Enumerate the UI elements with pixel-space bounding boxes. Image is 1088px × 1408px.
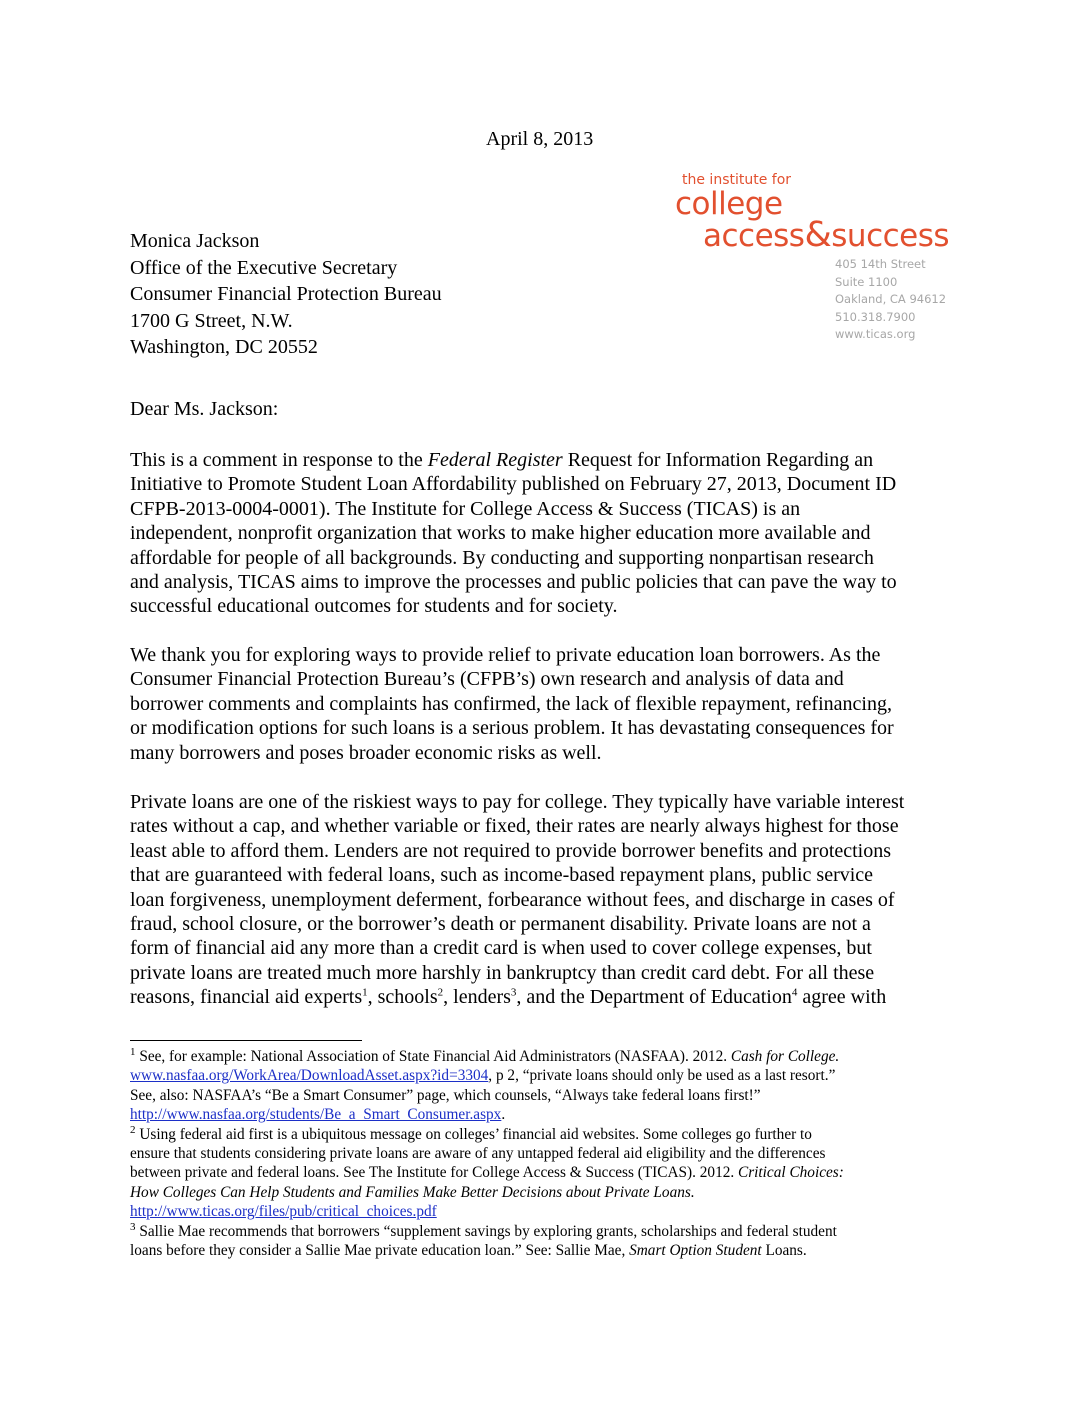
nasfaa-smart-consumer-link[interactable]: http://www.nasfaa.org/students/Be_a_Smart_Consumer.aspx	[130, 1106, 502, 1124]
paragraph-line: We thank you for exploring ways to provide relief to private education loan borrowers. As the	[130, 644, 881, 666]
recipient-block	[130, 228, 442, 361]
logo-address	[835, 256, 962, 344]
cash-for-college-title: Cash for College.	[730, 1048, 840, 1065]
recipient-street: 1700 G Street, N.W.	[130, 309, 293, 332]
recipient-org: Consumer Financial Protection Bureau	[130, 283, 442, 305]
paragraph-line: or modification options for such loans is a serious problem. It has devastating consequences for	[130, 717, 894, 740]
text-run: Using federal aid first is a ubiquitous message on colleges’ financial aid websites. Some colleges go further to	[135, 1125, 812, 1143]
text-run: reasons, financial aid experts	[130, 986, 363, 1009]
paragraph-line: successful educational outcomes for students and for society.	[130, 595, 618, 618]
logo-access-word: access	[703, 218, 805, 254]
footnote-3-line	[130, 1222, 960, 1241]
paragraph-line: Consumer Financial Protection Bureau’s (CFPB’s) own research and analysis of data and	[130, 668, 844, 691]
paragraph-line: loan forgiveness, unemployment deferment, forbearance without fees, and discharge in cases of	[130, 888, 895, 911]
footnote-2-line	[130, 1183, 960, 1202]
paragraph-line: least able to afford them. Lenders are not required to provide borrower benefits and protections	[130, 839, 892, 862]
footnotes	[130, 1047, 960, 1260]
text-run: Request for Information Regarding an	[562, 449, 874, 471]
paragraph-line: form of financial aid any more than a credit card is when used to cover college expenses, but	[130, 937, 872, 960]
nasfaa-download-link[interactable]: www.nasfaa.org/WorkArea/DownloadAsset.aspx?id=3304	[130, 1067, 489, 1085]
recipient-city: Washington, DC 20552	[130, 336, 318, 358]
paragraph-line: fraud, school closure, or the borrower’s death or permanent disability. Private loans are not a	[130, 913, 871, 936]
footnote-2-line	[130, 1125, 960, 1144]
address-suite: Suite 1100	[835, 274, 898, 289]
paragraph-2	[130, 643, 956, 765]
footnote-1-line	[130, 1047, 960, 1066]
paragraph-3	[130, 790, 956, 1010]
footnote-2-line: ensure that students considering private loans are aware of any untapped federal aid eligibility and the differences	[130, 1145, 826, 1163]
text-run: loans before they consider a Sallie Mae private education loan.” See: Sallie Mae,	[130, 1242, 630, 1260]
letter-date: April 8, 2013	[486, 128, 594, 150]
footnote-1-line: See, also: NASFAA’s “Be a Smart Consumer” page, which counsels, “Always take federal loans first!”	[130, 1086, 761, 1104]
salutation: Dear Ms. Jackson:	[130, 398, 279, 420]
paragraph-line: rates without a cap, and whether variable or fixed, their rates are nearly always highest for those	[130, 815, 899, 838]
federal-register-title: Federal Register	[427, 449, 563, 471]
paragraph-line: private loans are treated much more harshly in bankruptcy than credit card debt. For all these	[130, 961, 875, 984]
paragraph-line: CFPB-2013-0004-0001). The Institute for College Access & Success (TICAS) is an	[130, 497, 801, 520]
paragraph-line: borrower comments and complaints has confirmed, the lack of flexible repayment, refinancing,	[130, 692, 892, 715]
footnote-ref-3[interactable]: 3	[510, 986, 517, 999]
paragraph-line	[130, 985, 956, 1009]
critical-choices-subtitle: How Colleges Can Help Students and Families Make Better Decisions about Private Loans.	[130, 1183, 695, 1201]
text-run: Sallie Mae recommends that borrowers “supplement savings by exploring grants, scholarships and federal student	[135, 1222, 837, 1240]
footnote-2-line	[130, 1202, 960, 1221]
footnote-3-line	[130, 1241, 960, 1260]
address-city: Oakland, CA 94612	[835, 292, 947, 306]
ticas-critical-choices-link[interactable]: http://www.ticas.org/files/pub/critical_choices.pdf	[130, 1203, 437, 1221]
paragraph-line: and analysis, TICAS aims to improve the processes and public policies that can pave the way to	[130, 571, 897, 594]
text-run: agree with	[797, 986, 887, 1009]
smart-option-title: Smart Option Student	[629, 1242, 762, 1260]
paragraph-line: Private loans are one of the riskiest ways to pay for college. They typically have variable interest	[130, 791, 905, 813]
ticas-logo	[672, 172, 962, 344]
paragraph-line	[130, 448, 956, 472]
footnote-number-3: 3	[130, 1220, 136, 1233]
recipient-name: Monica Jackson	[130, 230, 260, 252]
text-run: , and the Department of Education	[516, 986, 792, 1009]
text-run: , p 2, “private loans should only be used as a last resort.”	[488, 1067, 836, 1085]
text-run: , lenders	[443, 986, 511, 1009]
address-phone: 510.318.7900	[835, 309, 916, 324]
paragraph-line: independent, nonprofit organization that works to make higher education more available and	[130, 522, 871, 545]
footnote-ref-1[interactable]: 1	[362, 986, 368, 999]
critical-choices-title: Critical Choices:	[738, 1164, 844, 1182]
logo-success-word: success	[831, 218, 950, 254]
recipient-office: Office of the Executive Secretary	[130, 256, 398, 279]
footnote-ref-2[interactable]: 2	[437, 986, 444, 999]
logo-ampersand: &	[804, 215, 832, 255]
footnote-2-line	[130, 1163, 960, 1182]
text-run: .	[501, 1106, 506, 1124]
footnote-number-2: 2	[130, 1123, 136, 1136]
footnote-divider	[130, 1040, 362, 1041]
text-run: , schools	[367, 986, 438, 1009]
text-run: Loans.	[761, 1242, 807, 1260]
logo-tagline: the institute for	[682, 172, 792, 188]
paragraph-line: that are guaranteed with federal loans, such as income-based repayment plans, public service	[130, 864, 874, 887]
text-run: between private and federal loans. See The Institute for College Access & Success (TICAS). 2012.	[130, 1164, 739, 1182]
address-street: 405 14th Street	[835, 257, 926, 271]
footnote-ref-4[interactable]: 4	[791, 986, 798, 999]
paragraph-line: affordable for people of all backgrounds. By conducting and supporting nonpartisan research	[130, 546, 874, 569]
logo-college: college	[675, 186, 783, 222]
address-website: www.ticas.org	[835, 327, 916, 341]
text-run: This is a comment in response to the	[130, 449, 428, 471]
paragraph-line: Initiative to Promote Student Loan Affordability published on February 27, 2013, Document ID	[130, 473, 897, 496]
footnote-1-line	[130, 1066, 960, 1085]
logo-access-success	[703, 215, 962, 255]
footnote-number-1: 1	[130, 1045, 136, 1058]
paragraph-1	[130, 448, 956, 619]
footnote-1-line	[130, 1105, 960, 1124]
paragraph-line: many borrowers and poses broader economic risks as well.	[130, 741, 602, 764]
text-run: See, for example: National Association of State Financial Aid Administrators (NASFAA). 2012.	[135, 1048, 731, 1065]
